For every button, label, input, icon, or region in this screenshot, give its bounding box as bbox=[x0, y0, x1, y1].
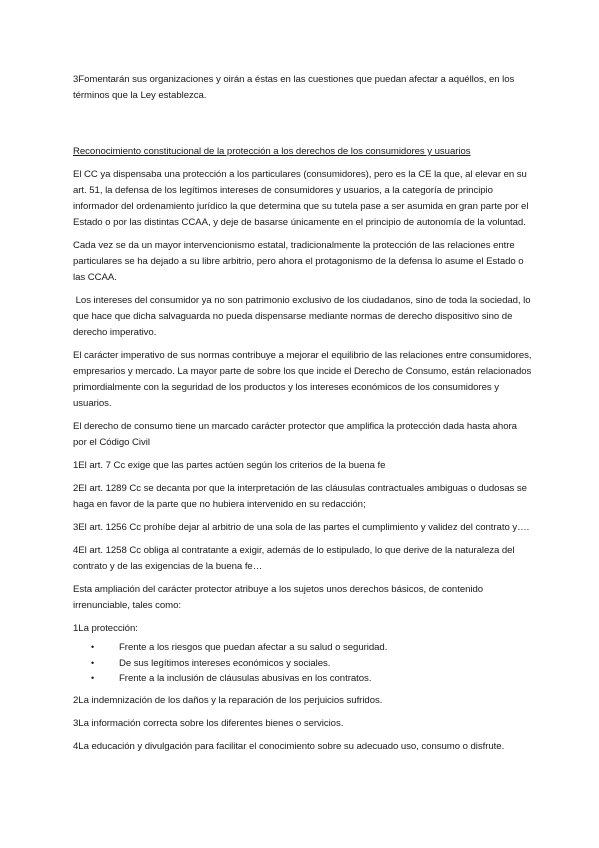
paragraph: Cada vez se da un mayor intervencionismo estatal, tradicionalmente la protección de las relaciones entre particulares se ha dejado a su libre arbitrio, pero ahora el protagonismo de la defensa lo asume el Estado o las CCAA. bbox=[73, 240, 524, 283]
bullet-text: Frente a la inclusión de cláusulas abusivas en los contratos. bbox=[119, 673, 372, 684]
document-body bbox=[73, 72, 533, 762]
list-paragraph: 3El art. 1256 Cc prohíbe dejar al arbitrio de una sola de las partes el cumplimiento y validez del contrato y…. bbox=[73, 522, 530, 533]
list-paragraph: 1La protección: bbox=[73, 623, 138, 634]
paragraph: Esta ampliación del carácter protector atribuye a los sujetos unos derechos básicos, de contenido irrenunciable, tales como: bbox=[73, 584, 484, 611]
list-paragraph: 2La indemnización de los daños y la reparación de los perjuicios sufridos. bbox=[73, 694, 383, 706]
intro-paragraph: 3Fomentarán sus organizaciones y oirán a éstas en las cuestiones que puedan afectar a aquéllos, en los términos que la Ley establezca. bbox=[73, 74, 515, 101]
paragraph: El derecho de consumo tiene un marcado carácter protector que amplifica la protección dada hasta ahora por el Código Civil bbox=[73, 421, 517, 448]
bullet-icon: • bbox=[91, 642, 95, 652]
list-paragraph: 3La información correcta sobre los diferentes bienes o servicios. bbox=[73, 717, 344, 729]
paragraph: El carácter imperativo de sus normas contribuye a mejorar el equilibrio de las relaciones entre consumidores, empresarios y mercado. La mayor parte de sobre los que incide el Derecho de Consumo, están relacionados primordialmente con la seguridad de los productos y los intereses económicos de los consumidores y usuarios. bbox=[73, 350, 532, 409]
list-paragraph: 1El art. 7 Cc exige que las partes actúen según los criterios de la buena fe bbox=[73, 460, 386, 471]
list-paragraph: 4El art. 1258 Cc obliga al contratante a exigir, además de lo estipulado, lo que derive de la naturaleza del contrato y de las exigencias de la buena fe… bbox=[73, 545, 515, 572]
list-paragraph: 2El art. 1289 Cc se decanta por que la interpretación de las cláusulas contractuales ambiguas o dudosas se haga en favor de la parte que no hubiera intervenido en su redacción; bbox=[73, 483, 527, 510]
paragraph: Los intereses del consumidor ya no son patrimonio exclusivo de los ciudadanos, sino de toda la sociedad, lo que hace que dicha salvaguarda no pueda dispensarse mediante normas de derecho dispositivo sino de derecho imperativo. bbox=[73, 295, 534, 338]
section-heading: Reconocimiento constitucional de la protección a los derechos de los consumidores y usuarios bbox=[73, 146, 471, 157]
bullet-icon: • bbox=[91, 673, 95, 683]
bullet-list bbox=[73, 640, 533, 687]
bullet-item bbox=[91, 640, 533, 656]
paragraph: El CC ya dispensaba una protección a los particulares (consumidores), pero es la CE la que, al elevar en su art. 51, la defensa de los legítimos intereses de consumidores y usuarios, a la categoría de principio informador del ordenamiento jurídico la que determina que su tutela pase a ser asumida en gran parte por el Estado o por las distintas CCAA, y deje de basarse únicamente en el principio de autonomía de la voluntad. bbox=[73, 169, 529, 228]
bullet-text: Frente a los riesgos que puedan afectar a su salud o seguridad. bbox=[119, 642, 388, 653]
bullet-item bbox=[91, 656, 533, 672]
bullet-text: De sus legítimos intereses económicos y sociales. bbox=[119, 657, 331, 669]
bullet-item bbox=[91, 671, 533, 687]
list-paragraph: 4La educación y divulgación para facilitar el conocimiento sobre su adecuado uso, consumo o disfrute. bbox=[73, 740, 505, 752]
bullet-icon: • bbox=[91, 657, 95, 668]
